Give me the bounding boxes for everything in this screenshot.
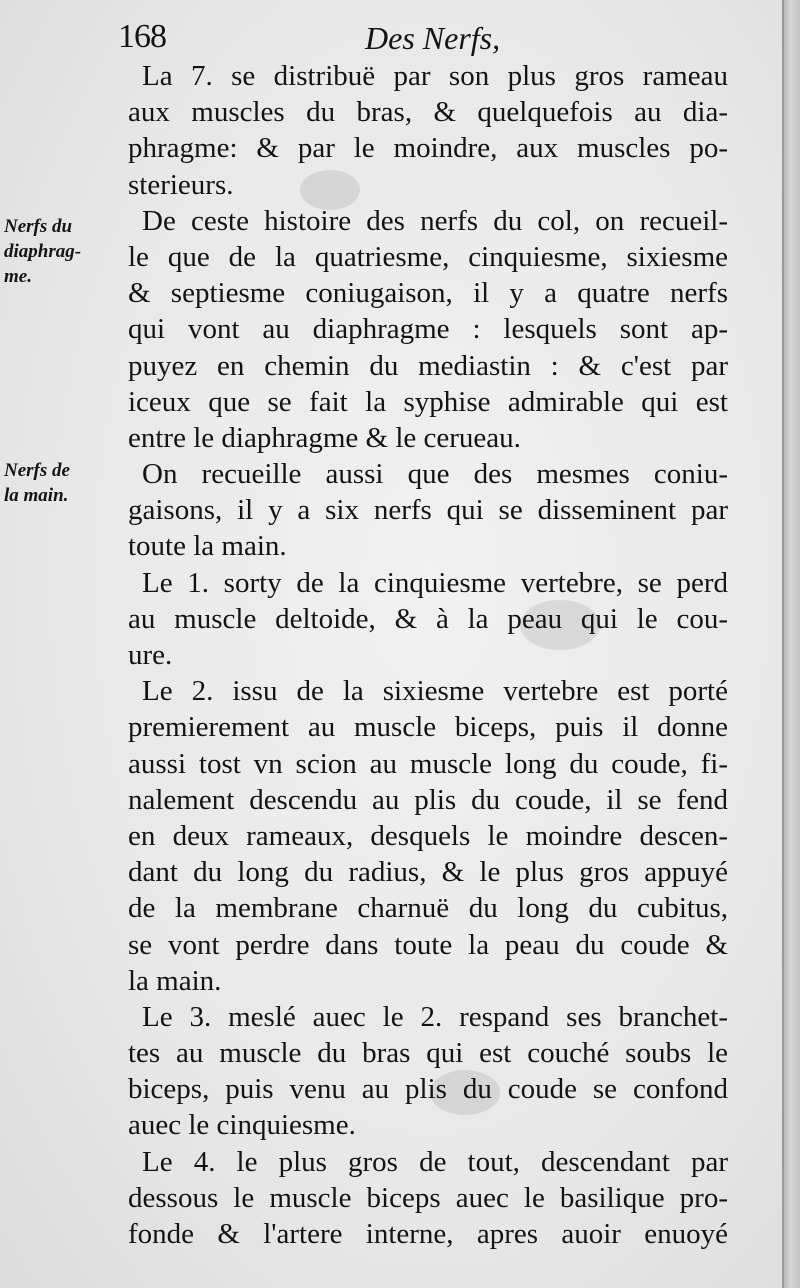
- text-line: Le 1. sorty de la cinquiesme vertebre, se perd: [142, 566, 728, 599]
- text-line: tes au muscle du bras qui est couché soubs le: [128, 1037, 728, 1070]
- text-line: aux muscles du bras, & quelquefois au dia-: [128, 96, 728, 129]
- text-line: en deux rameaux, desquels le moindre descen-: [128, 819, 728, 852]
- page-gutter: [782, 0, 800, 1288]
- text-line: gaisons, il y a six nerfs qui se disseminent par: [128, 494, 728, 527]
- running-head: Des Nerfs,: [365, 20, 501, 56]
- text-line: On recueille aussi que des mesmes coniu-: [142, 458, 728, 491]
- text-line: entre le diaphragme & le cerueau.: [128, 421, 521, 454]
- text-line: dessous le muscle biceps auec le basilique pro-: [128, 1181, 728, 1214]
- text-line: iceux que se fait la syphise admirable qui est: [128, 385, 728, 418]
- text-line: Le 3. meslé auec le 2. respand ses branchet-: [142, 1000, 728, 1033]
- text-line: phragme: & par le moindre, aux muscles po-: [128, 132, 728, 165]
- text-line: se vont perdre dans toute la peau du coude &: [128, 928, 728, 961]
- page-header: [110, 18, 630, 62]
- margin-note-line: diaphrag-: [4, 241, 82, 262]
- text-line: & septiesme coniugaison, il y a quatre nerfs: [128, 277, 728, 310]
- margin-note-line: Nerfs du: [4, 216, 73, 237]
- text-line: aussi tost vn scion au muscle long du coude, fi-: [128, 747, 728, 780]
- text-line: de la membrane charnuë du long du cubitus,: [128, 892, 728, 925]
- text-line: au muscle deltoide, & à la peau qui le cou-: [128, 602, 728, 635]
- text-line: toute la main.: [128, 530, 287, 563]
- margin-note-hand: [4, 458, 116, 508]
- text-line: Le 4. le plus gros de tout, descendant par: [142, 1145, 728, 1178]
- text-line: qui vont au diaphragme : lesquels sont ap-: [128, 313, 728, 346]
- text-line: fonde & l'artere interne, apres auoir enuoyé: [128, 1218, 728, 1250]
- text-line: ure.: [128, 639, 173, 671]
- margin-note-line: me.: [4, 266, 32, 287]
- text-line: auec le cinquiesme.: [128, 1109, 356, 1142]
- page-number: 168: [118, 18, 166, 55]
- text-line: puyez en chemin du mediastin : & c'est par: [128, 349, 728, 382]
- text-line: sterieurs.: [128, 168, 234, 201]
- margin-note-line: Nerfs de: [4, 460, 70, 481]
- text-line: le que de la quatriesme, cinquiesme, sixiesme: [128, 240, 728, 273]
- text-line: Le 2. issu de la sixiesme vertebre est porté: [142, 675, 728, 708]
- margin-note-diaphragm: [4, 214, 116, 289]
- text-line: dant du long du radius, & le plus gros appuyé: [128, 856, 728, 889]
- body-text: [128, 58, 728, 1252]
- margin-note-line: la main.: [4, 485, 69, 506]
- text-line: biceps, puis venu au plis du coude se confond: [128, 1073, 728, 1106]
- text-line: La 7. se distribuë par son plus gros rameau: [142, 60, 728, 92]
- text-line: la main.: [128, 964, 222, 997]
- text-line: premierement au muscle biceps, puis il donne: [128, 711, 728, 744]
- text-line: De ceste histoire des nerfs du col, on recueil-: [142, 204, 728, 237]
- text-line: nalement descendu au plis du coude, il se fend: [128, 783, 728, 816]
